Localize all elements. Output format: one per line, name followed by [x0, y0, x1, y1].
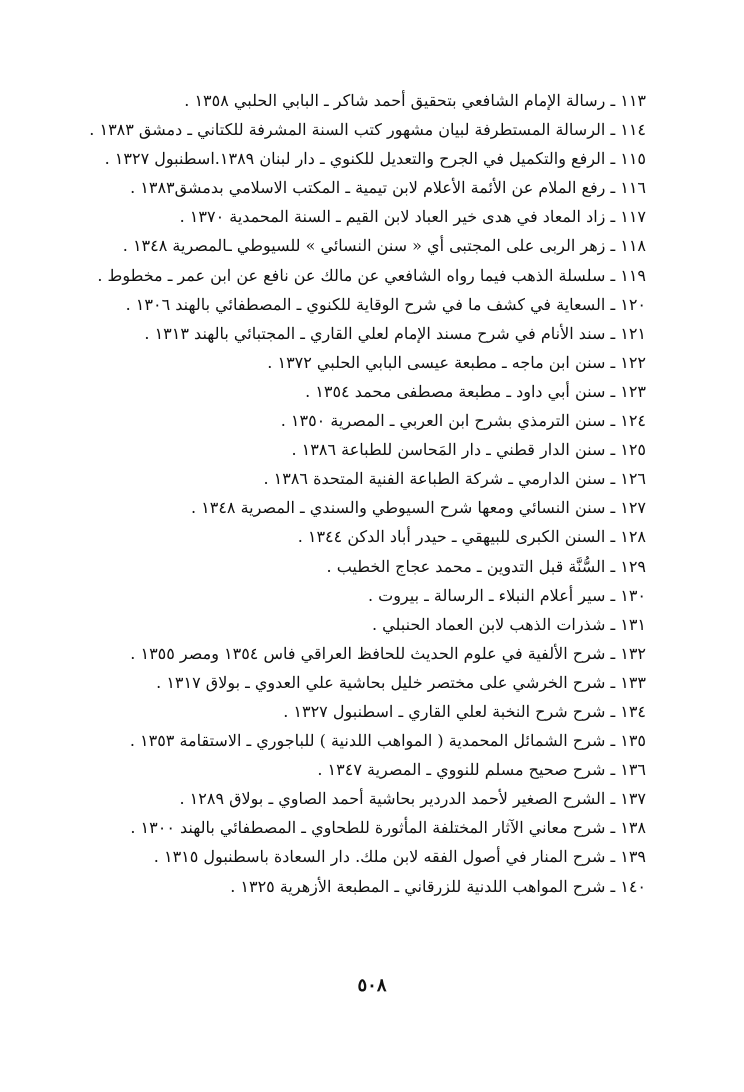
bibliography-entry: ١١٣ ـ رسالة الإمام الشافعي بتحقيق أحمد شاكر ـ البابي الحلبي ١٣٥٨ . [184, 91, 646, 110]
bibliography-entry: ١٢٧ ـ سنن النسائي ومعها شرح السيوطي والسندي ـ المصرية ١٣٤٨ . [190, 498, 646, 518]
bibliography-entry: ١٣٠ ـ سير أعلام النبلاء ـ الرسالة ـ بيروت . [367, 585, 646, 605]
bibliography-entry: ١١٨ ـ زهر الربى على المجتبى أي « سنن النسائي » للسيوطي ـالمصرية ١٣٤٨ . [122, 236, 646, 256]
bibliography-entry: ١٢٢ ـ سنن ابن ماجه ـ مطبعة عيسى البابي الحلبي ١٣٧٢ . [267, 352, 646, 372]
bibliography-entry: ١٣٩ ـ شرح المنار في أصول الفقه لابن ملك. دار السعادة باسطنبول ١٣١٥ . [153, 847, 646, 867]
bibliography-entry: ١٤٠ ـ شرح المواهب اللدنية للزرقاني ـ المطبعة الأزهرية ١٣٢٥ . [230, 876, 646, 896]
bibliography-list [66, 86, 646, 901]
bibliography-entry: ١١٩ ـ سلسلة الذهب فيما رواه الشافعي عن مالك عن نافع عن ابن عمر ـ مخطوط . [97, 265, 646, 285]
bibliography-entry: ١١٧ ـ زاد المعاد في هدى خير العباد لابن القيم ـ السنة المحمدية ١٣٧٠ . [179, 207, 646, 227]
bibliography-entry: ١٣٧ ـ الشرح الصغير لأحمد الدردير بحاشية أحمد الصاوي ـ بولاق ١٢٨٩ . [179, 789, 646, 809]
bibliography-entry: ١٢٤ ـ سنن الترمذي بشرح ابن العربي ـ المصرية ١٣٥٠ . [280, 411, 646, 431]
bibliography-entry: ١٣١ ـ شذرات الذهب لابن العماد الحنبلي . [371, 614, 646, 634]
bibliography-entry: ١٣٥ ـ شرح الشمائل المحمدية ( المواهب اللدنية ) للباجوري ـ الاستقامة ١٣٥٣ . [129, 731, 646, 751]
bibliography-entry: ١٢٠ ـ السعاية في كشف ما في شرح الوقاية للكنوي ـ المصطفائي بالهند ١٣٠٦ . [125, 294, 646, 314]
bibliography-entry: ١٢٦ ـ سنن الدارمي ـ شركة الطباعة الفنية المتحدة ١٣٨٦ . [263, 469, 646, 489]
bibliography-entry: ١٣٦ ـ شرح صحيح مسلم للنووي ـ المصرية ١٣٤٧ . [317, 760, 646, 780]
bibliography-entry: ١١٤ ـ الرسالة المستطرفة لبيان مشهور كتب السنة المشرفة للكتاني ـ دمشق ١٣٨٣ . [89, 120, 646, 140]
bibliography-entry: ١٢٥ ـ سنن الدار قطني ـ دار المَحاسن للطباعة ١٣٨٦ . [291, 440, 646, 460]
bibliography-entry: ١٢١ ـ سند الأنام في شرح مسند الإمام لعلي القاري ـ المجتبائي بالهند ١٣١٣ . [144, 323, 646, 343]
bibliography-entry: ١٢٣ ـ سنن أبي داود ـ مطبعة مصطفى محمد ١٣٥٤ . [305, 381, 646, 401]
bibliography-entry: ١٣٣ ـ شرح الخرشي على مختصر خليل بحاشية علي العدوي ـ بولاق ١٣١٧ . [156, 672, 646, 692]
bibliography-entry: ١٣٤ ـ شرح شرح النخبة لعلي القاري ـ اسطنبول ١٣٢٧ . [283, 701, 646, 721]
bibliography-entry: ١٢٨ ـ السنن الكبرى للبيهقي ـ حيدر أباد الدكن ١٣٤٤ . [297, 527, 646, 547]
bibliography-entry: ١٣٢ ـ شرح الألفية في علوم الحديث للحافظ العراقي فاس ١٣٥٤ ومصر ١٣٥٥ . [130, 643, 646, 663]
bibliography-entry: ١٣٨ ـ شرح معاني الآثار المختلفة المأثورة للطحاوي ـ المصطفائي بالهند ١٣٠٠ . [130, 818, 646, 838]
page-number: ٥٠٨ [357, 975, 387, 996]
bibliography-entry: ١١٥ ـ الرفع والتكميل في الجرح والتعديل للكنوي ـ دار لبنان ١٣٨٩.اسطنبول ١٣٢٧ . [104, 149, 646, 169]
bibliography-entry: ١١٦ ـ رفع الملام عن الأئمة الأعلام لابن تيمية ـ المكتب الاسلامي بدمشق١٣٨٣ . [130, 178, 646, 198]
bibliography-entry: ١٢٩ ـ السُّنَّة قبل التدوين ـ محمد عجاج الخطيب . [326, 556, 646, 576]
